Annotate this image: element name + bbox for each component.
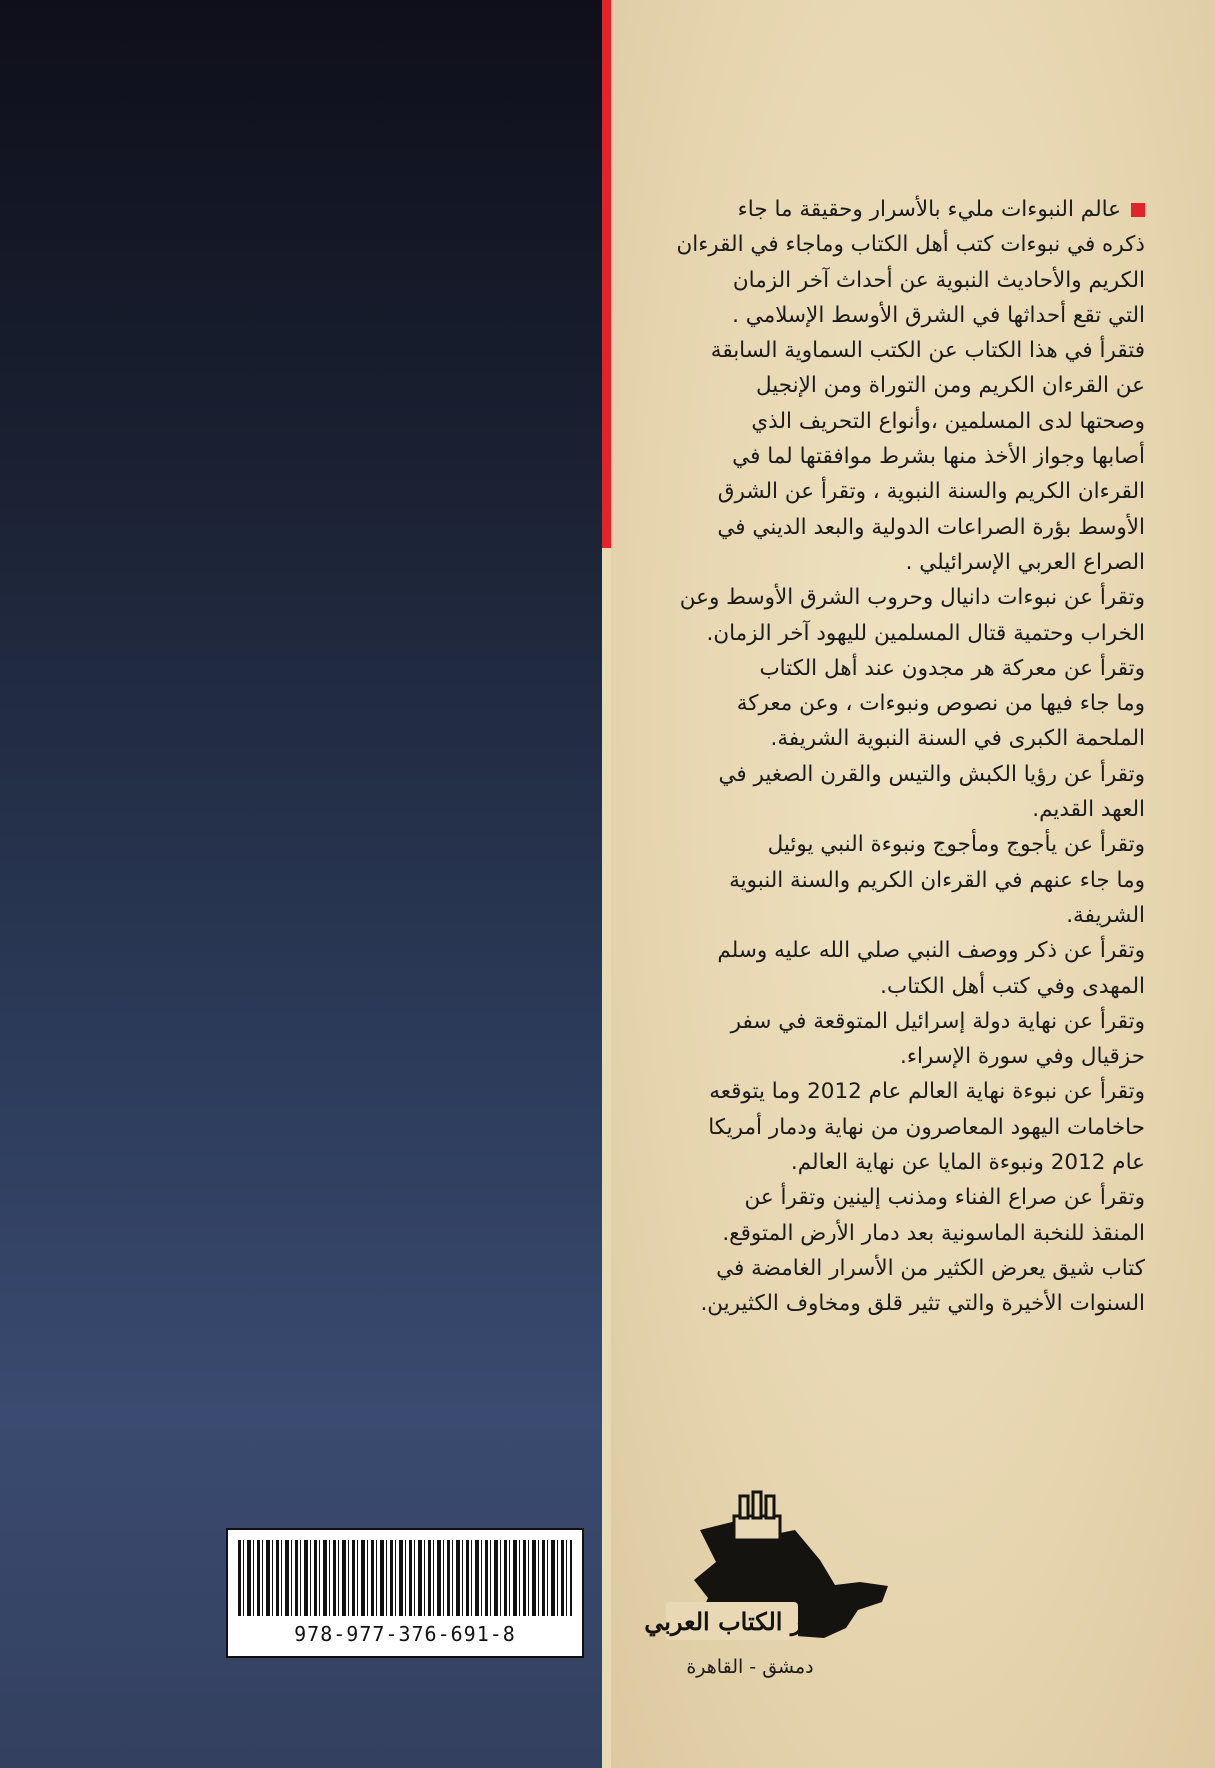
blurb-line: عام 2012 ونبوءة المايا عن نهاية العالم.: [790, 1150, 1145, 1176]
publisher-name: دار الكتاب العربي: [644, 1607, 820, 1636]
blurb-line: عن القرءان الكريم ومن التوراة ومن الإنجيل: [755, 373, 1145, 399]
blurb-line: عالم النبوءات مليء بالأسرار وحقيقة ما جاء: [610, 192, 1145, 227]
blurb-line: الخراب وحتمية قتال المسلمين لليهود آخر الزمان.: [706, 620, 1145, 646]
blurb-line: السنوات الأخيرة والتي تثير قلق ومخاوف الكثيرين.: [700, 1291, 1145, 1317]
blurb-line: وتقرأ عن صراع الفناء ومذنب إلينين وتقرأ عن: [744, 1185, 1145, 1211]
blurb-line: وتقرأ عن رؤيا الكبش والتيس والقرن الصغير في: [718, 761, 1145, 787]
blurb-line: وتقرأ عن نبوءات دانيال وحروب الشرق الأوسط وعن: [679, 585, 1145, 611]
red-square-bullet-icon: [1131, 203, 1145, 217]
blurb-line: كتاب شيق يعرض الكثير من الأسرار الغامضة في: [716, 1255, 1145, 1281]
blurb-line: وتقرأ عن نبوءة نهاية العالم عام 2012 وما يتوقعه: [709, 1079, 1145, 1105]
blurb-line: وتقرأ عن نهاية دولة إسرائيل المتوقعة في سفر: [730, 1008, 1145, 1034]
publisher-logo: [620, 1490, 892, 1650]
blurb-line: الأوسط بؤرة الصراعات الدولية والبعد الديني في: [717, 514, 1145, 540]
blurb-line: القرءان الكريم والسنة النبوية ، وتقرأ عن الشرق: [717, 479, 1145, 505]
barcode-icon: [238, 1540, 572, 1616]
blurb-line: العهد القديم.: [1032, 797, 1145, 823]
blurb-line: فتقرأ في هذا الكتاب عن الكتب السماوية السابقة: [710, 338, 1145, 364]
bookshelf-icon: [734, 1492, 780, 1540]
isbn-number: 978-977-376-691-8: [294, 1622, 516, 1646]
blurb-line: أصابها وجواز الأخذ منها بشرط موافقتها لما في: [732, 444, 1145, 470]
publisher-cities: دمشق - القاهرة: [686, 1656, 814, 1678]
dark-gradient-panel: [0, 0, 602, 1768]
blurb-line: الصراع العربي الإسرائيلي .: [905, 549, 1145, 575]
isbn-barcode: [226, 1528, 584, 1658]
blurb-line: المهدى وفي كتب أهل الكتاب.: [880, 973, 1145, 999]
blurb-line: حاخامات اليهود المعاصرون من نهاية ودمار أمريكا: [708, 1114, 1145, 1140]
blurb-line: وما جاء فيها من نصوص ونبوءات ، وعن معركة: [736, 691, 1145, 717]
blurb-line: المنقذ للنخبة الماسونية بعد دمار الأرض المتوقع.: [722, 1220, 1145, 1246]
blurb-line: وتقرأ عن يأجوج ومأجوج ونبوءة النبي يوئيل: [767, 832, 1145, 858]
blurb-line: ذكره في نبوءات كتب أهل الكتاب وماجاء في القرءان: [676, 232, 1145, 258]
back-cover-blurb: [610, 192, 1145, 1322]
blurb-line: وتقرأ عن معركة هر مجدون عند أهل الكتاب: [759, 655, 1145, 681]
blurb-line: وصحتها لدى المسلمين ،وأنواع التحريف الذي: [751, 408, 1145, 434]
blurb-line: الكريم والأحاديث النبوية عن أحداث آخر الزمان: [732, 267, 1145, 293]
blurb-line: حزقيال وفي سورة الإسراء.: [900, 1044, 1145, 1070]
blurb-line: الملحمة الكبرى في السنة النبوية الشريفة.: [770, 726, 1145, 752]
blurb-line: وتقرأ عن ذكر ووصف النبي صلي الله عليه وسلم: [717, 938, 1145, 964]
blurb-line: الشريفة.: [1066, 902, 1145, 928]
blurb-line: وما جاء عنهم في القرءان الكريم والسنة النبوية: [729, 867, 1145, 893]
blurb-line: التي تقع أحداثها في الشرق الأوسط الإسلامي .: [732, 302, 1145, 328]
